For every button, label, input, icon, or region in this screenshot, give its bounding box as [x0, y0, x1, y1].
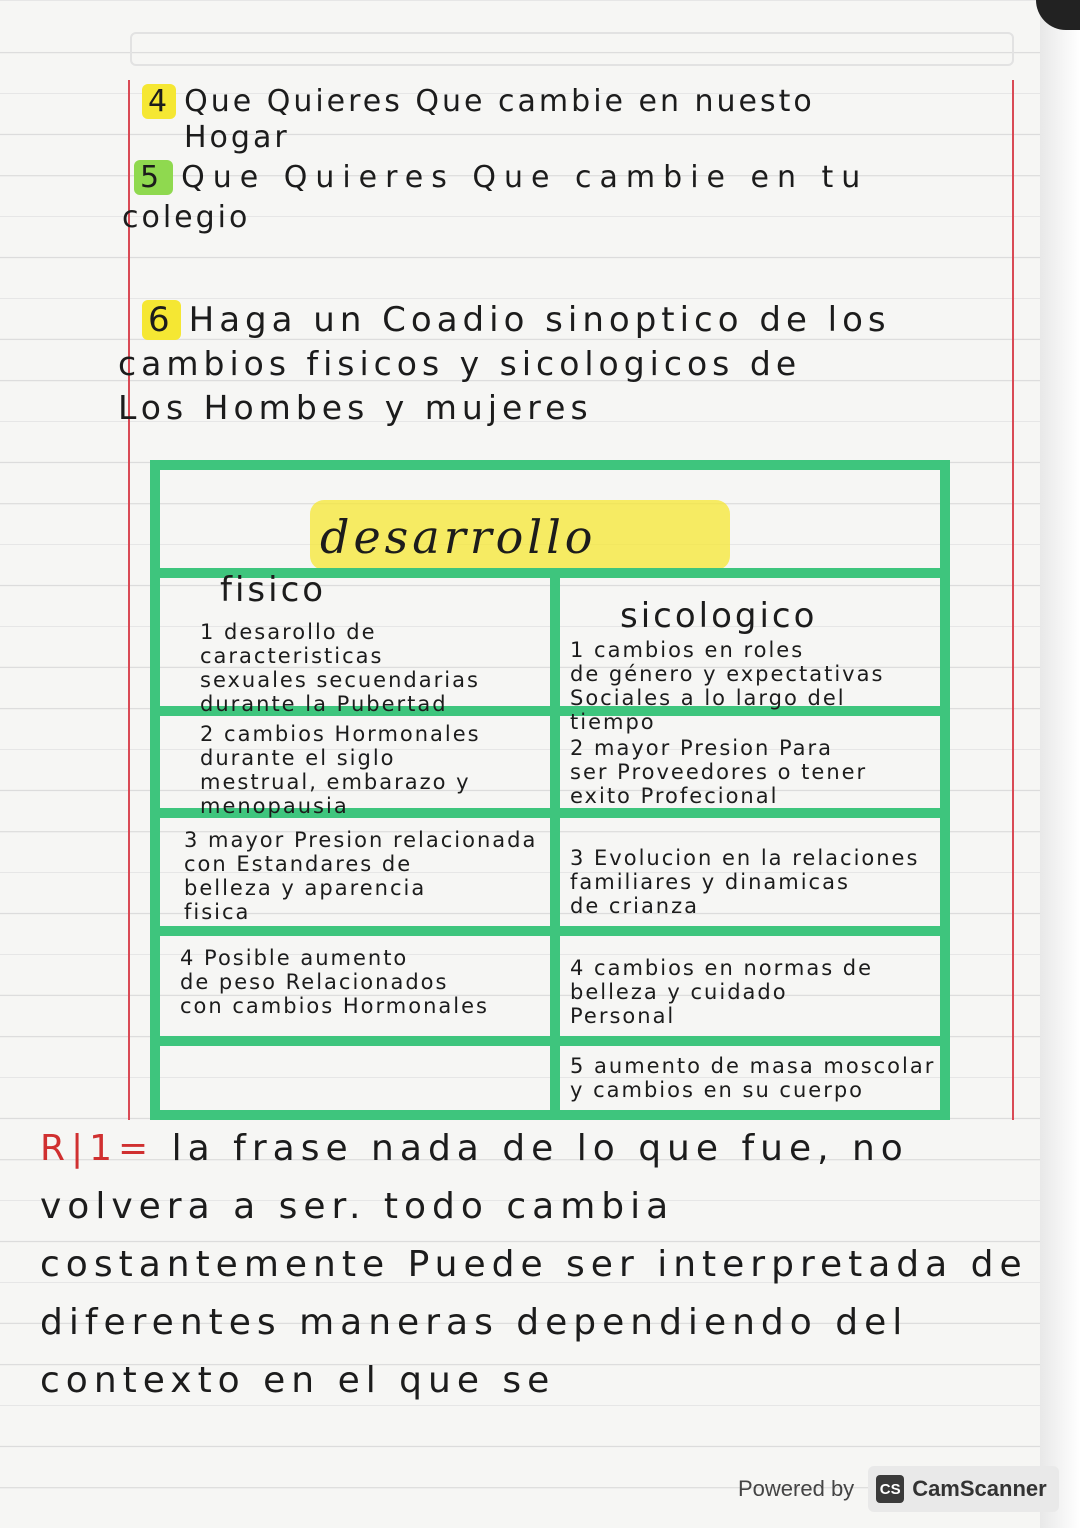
cell-sicologico-5: 5 aumento de masa moscolar y cambios en su cuerpo [570, 1054, 936, 1102]
cell-sicologico-3: 3 Evolucion en la relaciones familiares y dinamicas de crianza [570, 846, 920, 918]
question-text: Que Quieres Que cambie en nuesto [184, 84, 815, 119]
powered-by-text: Powered by [738, 1476, 855, 1501]
question-number: 6 [142, 300, 181, 340]
question-text: Haga un Coadio sinoptico de los [188, 300, 891, 340]
cell-fisico-4: 4 Posible aumento de peso Relacionados con cambios Hormonales [180, 946, 489, 1018]
question-4-line-2: Hogar [184, 120, 290, 155]
row-divider [160, 926, 940, 936]
camscanner-badge [868, 1466, 1059, 1512]
answer-text: la frase nada de lo que fue, no volvera a ser. todo cambia costantemente Puede ser interpretada de diferentes maneras dependiendo del contexto en el que se [40, 1128, 1028, 1401]
cell-sicologico-2: 2 mayor Presion Para ser Proveedores o tener exito Profecional [570, 736, 868, 808]
cell-fisico-2: 2 cambios Hormonales durante el siglo mestrual, embarazo y menopausia [200, 722, 481, 818]
question-text: Que Quieres Que cambie en tu [181, 160, 869, 195]
question-number: 5 [134, 160, 173, 195]
question-4 [142, 84, 815, 119]
camscanner-logo-icon: CS [876, 1475, 904, 1503]
column-header-fisico: fisico [220, 570, 327, 610]
camscanner-watermark [738, 1466, 1059, 1512]
synoptic-title-band [160, 470, 940, 570]
left-margin-line [128, 80, 130, 1120]
question-5 [134, 160, 868, 195]
question-6-line-2: cambios fisicos y sicologicos de [118, 344, 802, 383]
synoptic-table [150, 460, 950, 1120]
answer-paragraph [40, 1120, 1040, 1410]
cell-sicologico-1: 1 cambios en roles de género y expectativas Sociales a lo largo del tiempo [570, 638, 885, 734]
right-margin-line [1012, 80, 1014, 1120]
answer-label: R|1= [40, 1128, 155, 1169]
question-6 [142, 300, 891, 340]
header-box [130, 32, 1014, 66]
column-header-sicologico: sicologico [620, 596, 818, 636]
cell-fisico-1: 1 desarollo de caracteristicas sexuales secuendarias durante la Pubertad [200, 620, 480, 716]
cell-sicologico-4: 4 cambios en normas de belleza y cuidado Personal [570, 956, 874, 1028]
question-5-line-2: colegio [122, 200, 251, 235]
page-edge-shadow [1040, 0, 1080, 1528]
question-6-line-3: Los Hombes y mujeres [118, 388, 593, 427]
question-number: 4 [142, 84, 176, 119]
cell-fisico-3: 3 mayor Presion relacionada con Estandares de belleza y aparencia fisica [184, 828, 538, 924]
row-divider [160, 1036, 940, 1046]
synoptic-title: desarrollo [320, 510, 597, 564]
camscanner-brand: CamScanner [912, 1476, 1047, 1501]
